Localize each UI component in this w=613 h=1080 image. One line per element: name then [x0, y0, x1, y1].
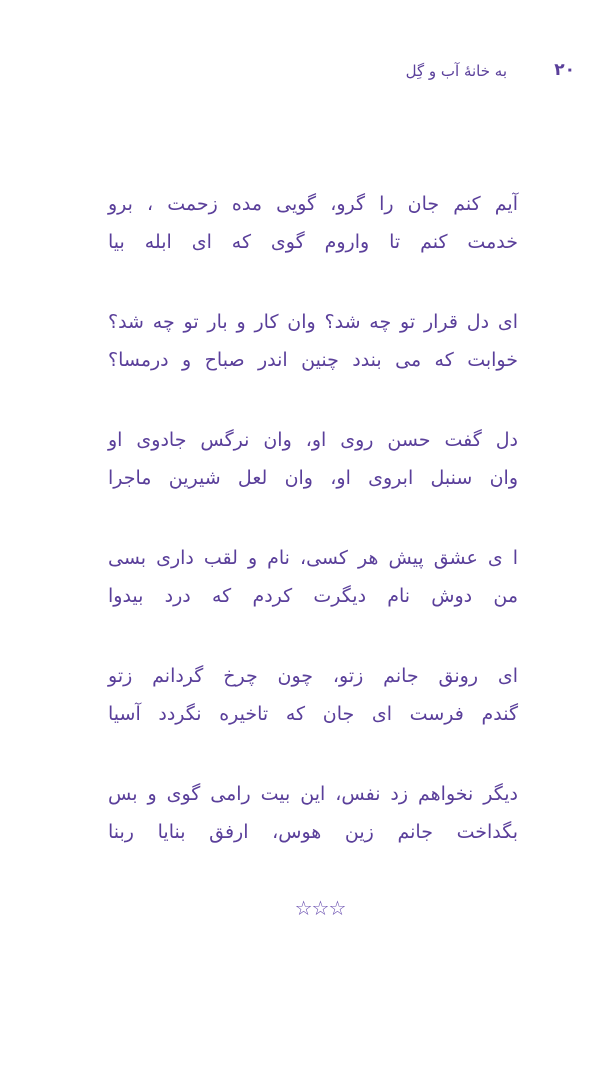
stanza: [108, 422, 518, 540]
verse-line: وان سنبل ابروی او، وان لعل شیرین ماجرا: [108, 467, 518, 489]
stanza: [108, 304, 518, 422]
stanza: [108, 540, 518, 658]
verse-line: بگداخت جانم زین هوس، ارفق بنایا ربنا: [108, 821, 518, 843]
verse-line: دیگر نخواهم زد نفس، این بیت رامی گوی و بس: [108, 783, 518, 805]
verse-line: خدمت کنم تا واروم گوی که ای ابله بیا: [108, 231, 518, 253]
verse-line: ای دل قرار تو چه شد؟ وان کار و بار تو چه شد؟: [108, 311, 518, 333]
verse-line: ا ی عشق پیش هر کسی، نام و لقب داری بسی: [108, 547, 518, 569]
verse-line: آیم کنم جان را گرو، گویی مده زحمت ، برو: [108, 193, 518, 215]
running-title: به خانهٔ آب و گِل: [405, 62, 507, 80]
verse-line: خوابت که می بندد چنین اندر صباح و درمسا؟: [108, 349, 518, 371]
stanza: [108, 186, 518, 304]
poem-body: [108, 186, 518, 894]
stanza: [108, 776, 518, 894]
verse-line: من دوش نام دیگرت کردم که درد بیدوا: [108, 585, 518, 607]
verse-line: دل گفت حسن روی او، وان نرگس جادوی او: [108, 429, 518, 451]
verse-line: گندم فرست ای جان که تاخیره نگردد آسیا: [108, 703, 518, 725]
verse-line: ای رونق جانم زتو، چون چرخ گردانم زتو: [108, 665, 518, 687]
stars-ornament: ☆☆☆: [294, 896, 346, 920]
page-header: [400, 60, 575, 88]
page-number: ۲۰: [554, 60, 575, 80]
stanza: [108, 658, 518, 776]
